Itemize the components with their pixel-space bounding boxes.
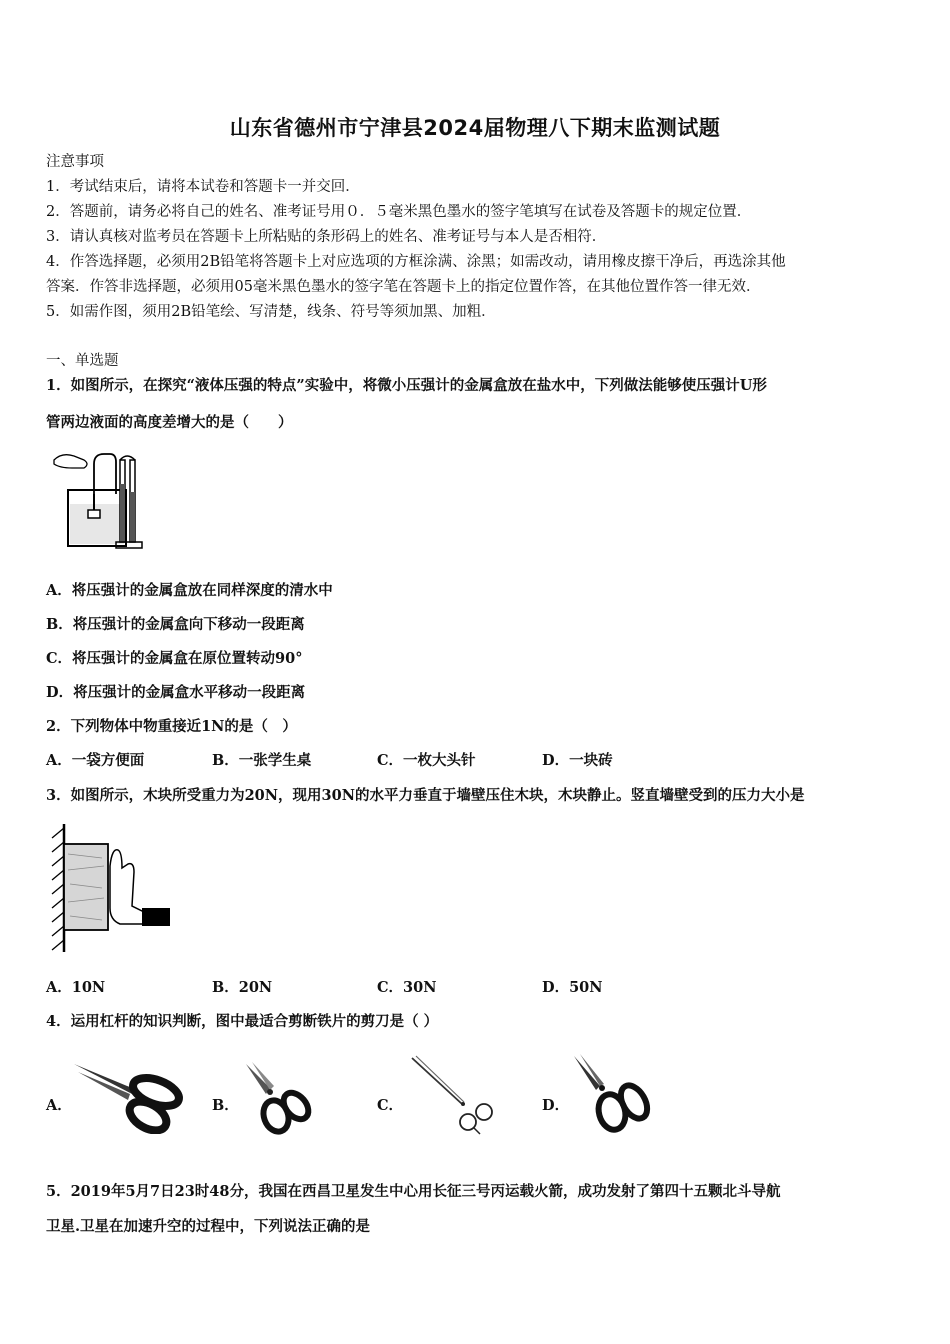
q4-option-b-label: B． — [212, 1097, 239, 1114]
q1-option-a: A．将压强计的金属盒放在同样深度的清水中 — [46, 582, 333, 599]
q3-option-d: D．50N — [542, 979, 603, 996]
q2-option-b: B．一张学生桌 — [212, 752, 312, 769]
q4-stem: 4．运用杠杆的知识判断，图中最适合剪断铁片的剪刀是（ ） — [46, 1013, 439, 1030]
q1-option-d: D．将压强计的金属盒水平移动一段距离 — [46, 684, 306, 701]
q2-option-a: A．一袋方便面 — [46, 752, 145, 769]
q3-option-b: B．20N — [212, 979, 273, 996]
scissors-a-icon — [70, 1058, 186, 1134]
notice-item: 1．考试结束后，请将本试卷和答题卡一并交回． — [46, 179, 360, 195]
q4-option-a-label: A． — [46, 1097, 72, 1114]
q3-option-a: A．10N — [46, 979, 106, 996]
q2-option-c: C．一枚大头针 — [377, 752, 476, 769]
q4-option-c-label: C． — [377, 1097, 404, 1114]
notice-heading: 注意事项 — [46, 154, 104, 170]
q5-stem-line2: 卫星.卫星在加速升空的过程中，下列说法正确的是 — [46, 1218, 371, 1235]
wall-block-figure — [44, 820, 174, 956]
scissors-b-icon — [236, 1058, 316, 1138]
q1-option-c: C．将压强计的金属盒在原位置转动90° — [46, 650, 303, 667]
q1-stem-line2: 管两边液面的高度差增大的是（ ） — [46, 414, 293, 431]
q3-option-c: C．30N — [377, 979, 437, 996]
scissors-d-icon — [568, 1052, 654, 1136]
notice-item: 答案．作答非选择题，必须用05毫米黑色墨水的签字笔在答题卡上的指定位置作答，在其他位置作答一律无效． — [46, 279, 761, 295]
q4-option-d-label: D． — [542, 1097, 570, 1114]
q2-option-d: D．一块砖 — [542, 752, 613, 769]
notice-item: 4．作答选择题，必须用2B铅笔将答题卡上对应选项的方框涂满、涂黑；如需改动，请用橡皮擦干净后，再选涂其他 — [46, 254, 786, 270]
scissors-c-icon — [408, 1054, 498, 1138]
q5-stem-line1: 5．2019年5月7日23时48分，我国在西昌卫星发生中心用长征三号丙运载火箭，成功发射了第四十五颗北斗导航 — [46, 1183, 781, 1200]
pressure-gauge-figure — [44, 446, 144, 552]
notice-item: 2．答题前，请务必将自己的姓名、准考证号用０．５毫米黑色墨水的签字笔填写在试卷及答题卡的规定位置． — [46, 204, 752, 220]
q1-stem-line1: 1．如图所示，在探究“液体压强的特点”实验中，将微小压强计的金属盒放在盐水中，下列做法能够使压强计U形 — [46, 377, 767, 394]
section-heading: 一、单选题 — [46, 353, 119, 369]
page-title: 山东省德州市宁津县2024届物理八下期末监测试题 — [229, 116, 721, 140]
notice-item: 3．请认真核对监考员在答题卡上所粘贴的条形码上的姓名、准考证号与本人是否相符． — [46, 229, 607, 245]
q2-stem: 2．下列物体中物重接近1N的是（ ） — [46, 718, 297, 735]
q3-stem: 3．如图所示，木块所受重力为20N，现用30N的水平力垂直于墙壁压住木块，木块静止。竖直墙壁受到的压力大小是 — [46, 787, 805, 804]
notice-item: 5．如需作图，须用2B铅笔绘、写清楚，线条、符号等须加黑、加粗． — [46, 304, 496, 320]
q1-option-b: B．将压强计的金属盒向下移动一段距离 — [46, 616, 305, 633]
